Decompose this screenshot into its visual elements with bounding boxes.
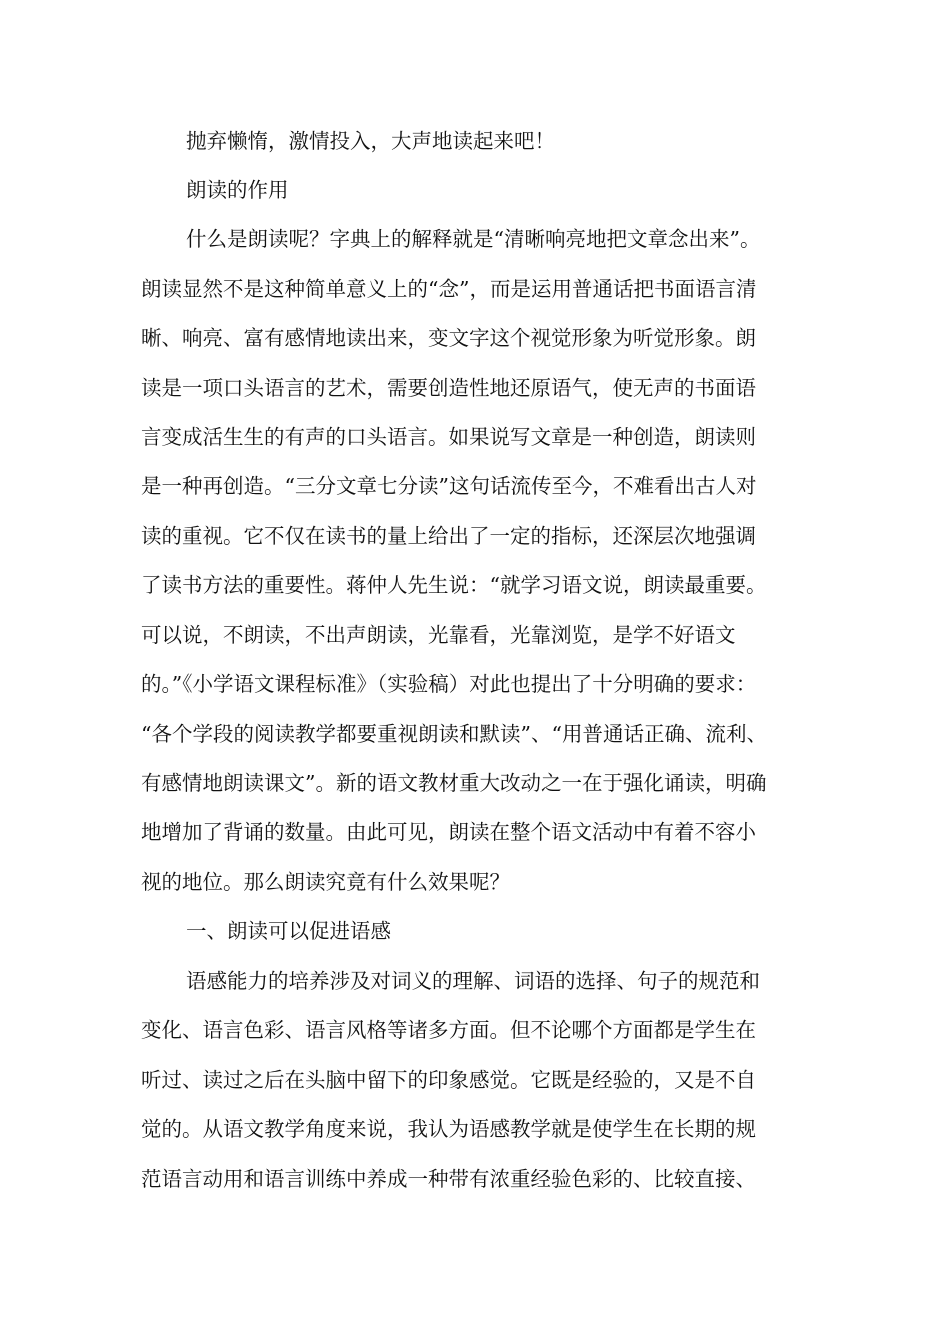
paragraph-line: 晰、响亮、富有感情地读出来，变文字这个视觉形象为听觉形象。朗 xyxy=(141,326,756,350)
paragraph-line: 语感能力的培养涉及对词义的理解、词语的选择、句子的规范和 xyxy=(186,969,760,993)
paragraph-line: 了读书方法的重要性。蒋仲人先生说：“就学习语文说，朗读最重要。 xyxy=(141,573,767,597)
paragraph-line: 地增加了背诵的数量。由此可见，朗读在整个语文活动中有着不容小 xyxy=(141,820,756,844)
paragraph-line: 听过、读过之后在头脑中留下的印象感觉。它既是经验的，又是不自 xyxy=(141,1068,756,1092)
paragraph-line: 是一种再创造。“三分文章七分读”这句话流传至今，不难看出古人对 xyxy=(141,474,757,498)
section-heading: 朗读的作用 xyxy=(186,178,289,202)
paragraph-line: 什么是朗读呢？字典上的解释就是“清晰响亮地把文章念出来”。 xyxy=(186,227,761,251)
section-heading: 一、朗读可以促进语感 xyxy=(186,919,391,943)
paragraph-line: 视的地位。那么朗读究竟有什么效果呢？ xyxy=(141,870,510,894)
paragraph-line: 有感情地朗读课文”。新的语文教材重大改动之一在于强化诵读，明确 xyxy=(141,771,767,795)
paragraph-line: 范语言动用和语言训练中养成一种带有浓重经验色彩的、比较直接、 xyxy=(141,1167,756,1191)
paragraph-line: 言变成活生生的有声的口头语言。如果说写文章是一种创造，朗读则 xyxy=(141,425,756,449)
paragraph-line: 的。”《小学语文课程标准》（实验稿）对此也提出了十分明确的要求： xyxy=(141,672,757,696)
paragraph-line: 可以说，不朗读，不出声朗读，光靠看，光靠浏览，是学不好语文 xyxy=(141,623,736,647)
paragraph-line: 觉的。从语文教学角度来说，我认为语感教学就是使学生在长期的规 xyxy=(141,1117,756,1141)
paragraph-line: 朗读显然不是这种简单意义上的“念”，而是运用普通话把书面语言清 xyxy=(141,277,757,301)
paragraph-line: “各个学段的阅读教学都要重视朗读和默读”、“用普通话正确、流利、 xyxy=(141,722,767,746)
paragraph-line: 抛弃懒惰，激情投入，大声地读起来吧！ xyxy=(186,129,555,153)
paragraph-line: 读是一项口头语言的艺术，需要创造性地还原语气，使无声的书面语 xyxy=(141,376,756,400)
paragraph-line: 读的重视。它不仅在读书的量上给出了一定的指标，还深层次地强调 xyxy=(141,524,756,548)
paragraph-line: 变化、语言色彩、语言风格等诸多方面。但不论哪个方面都是学生在 xyxy=(141,1018,756,1042)
